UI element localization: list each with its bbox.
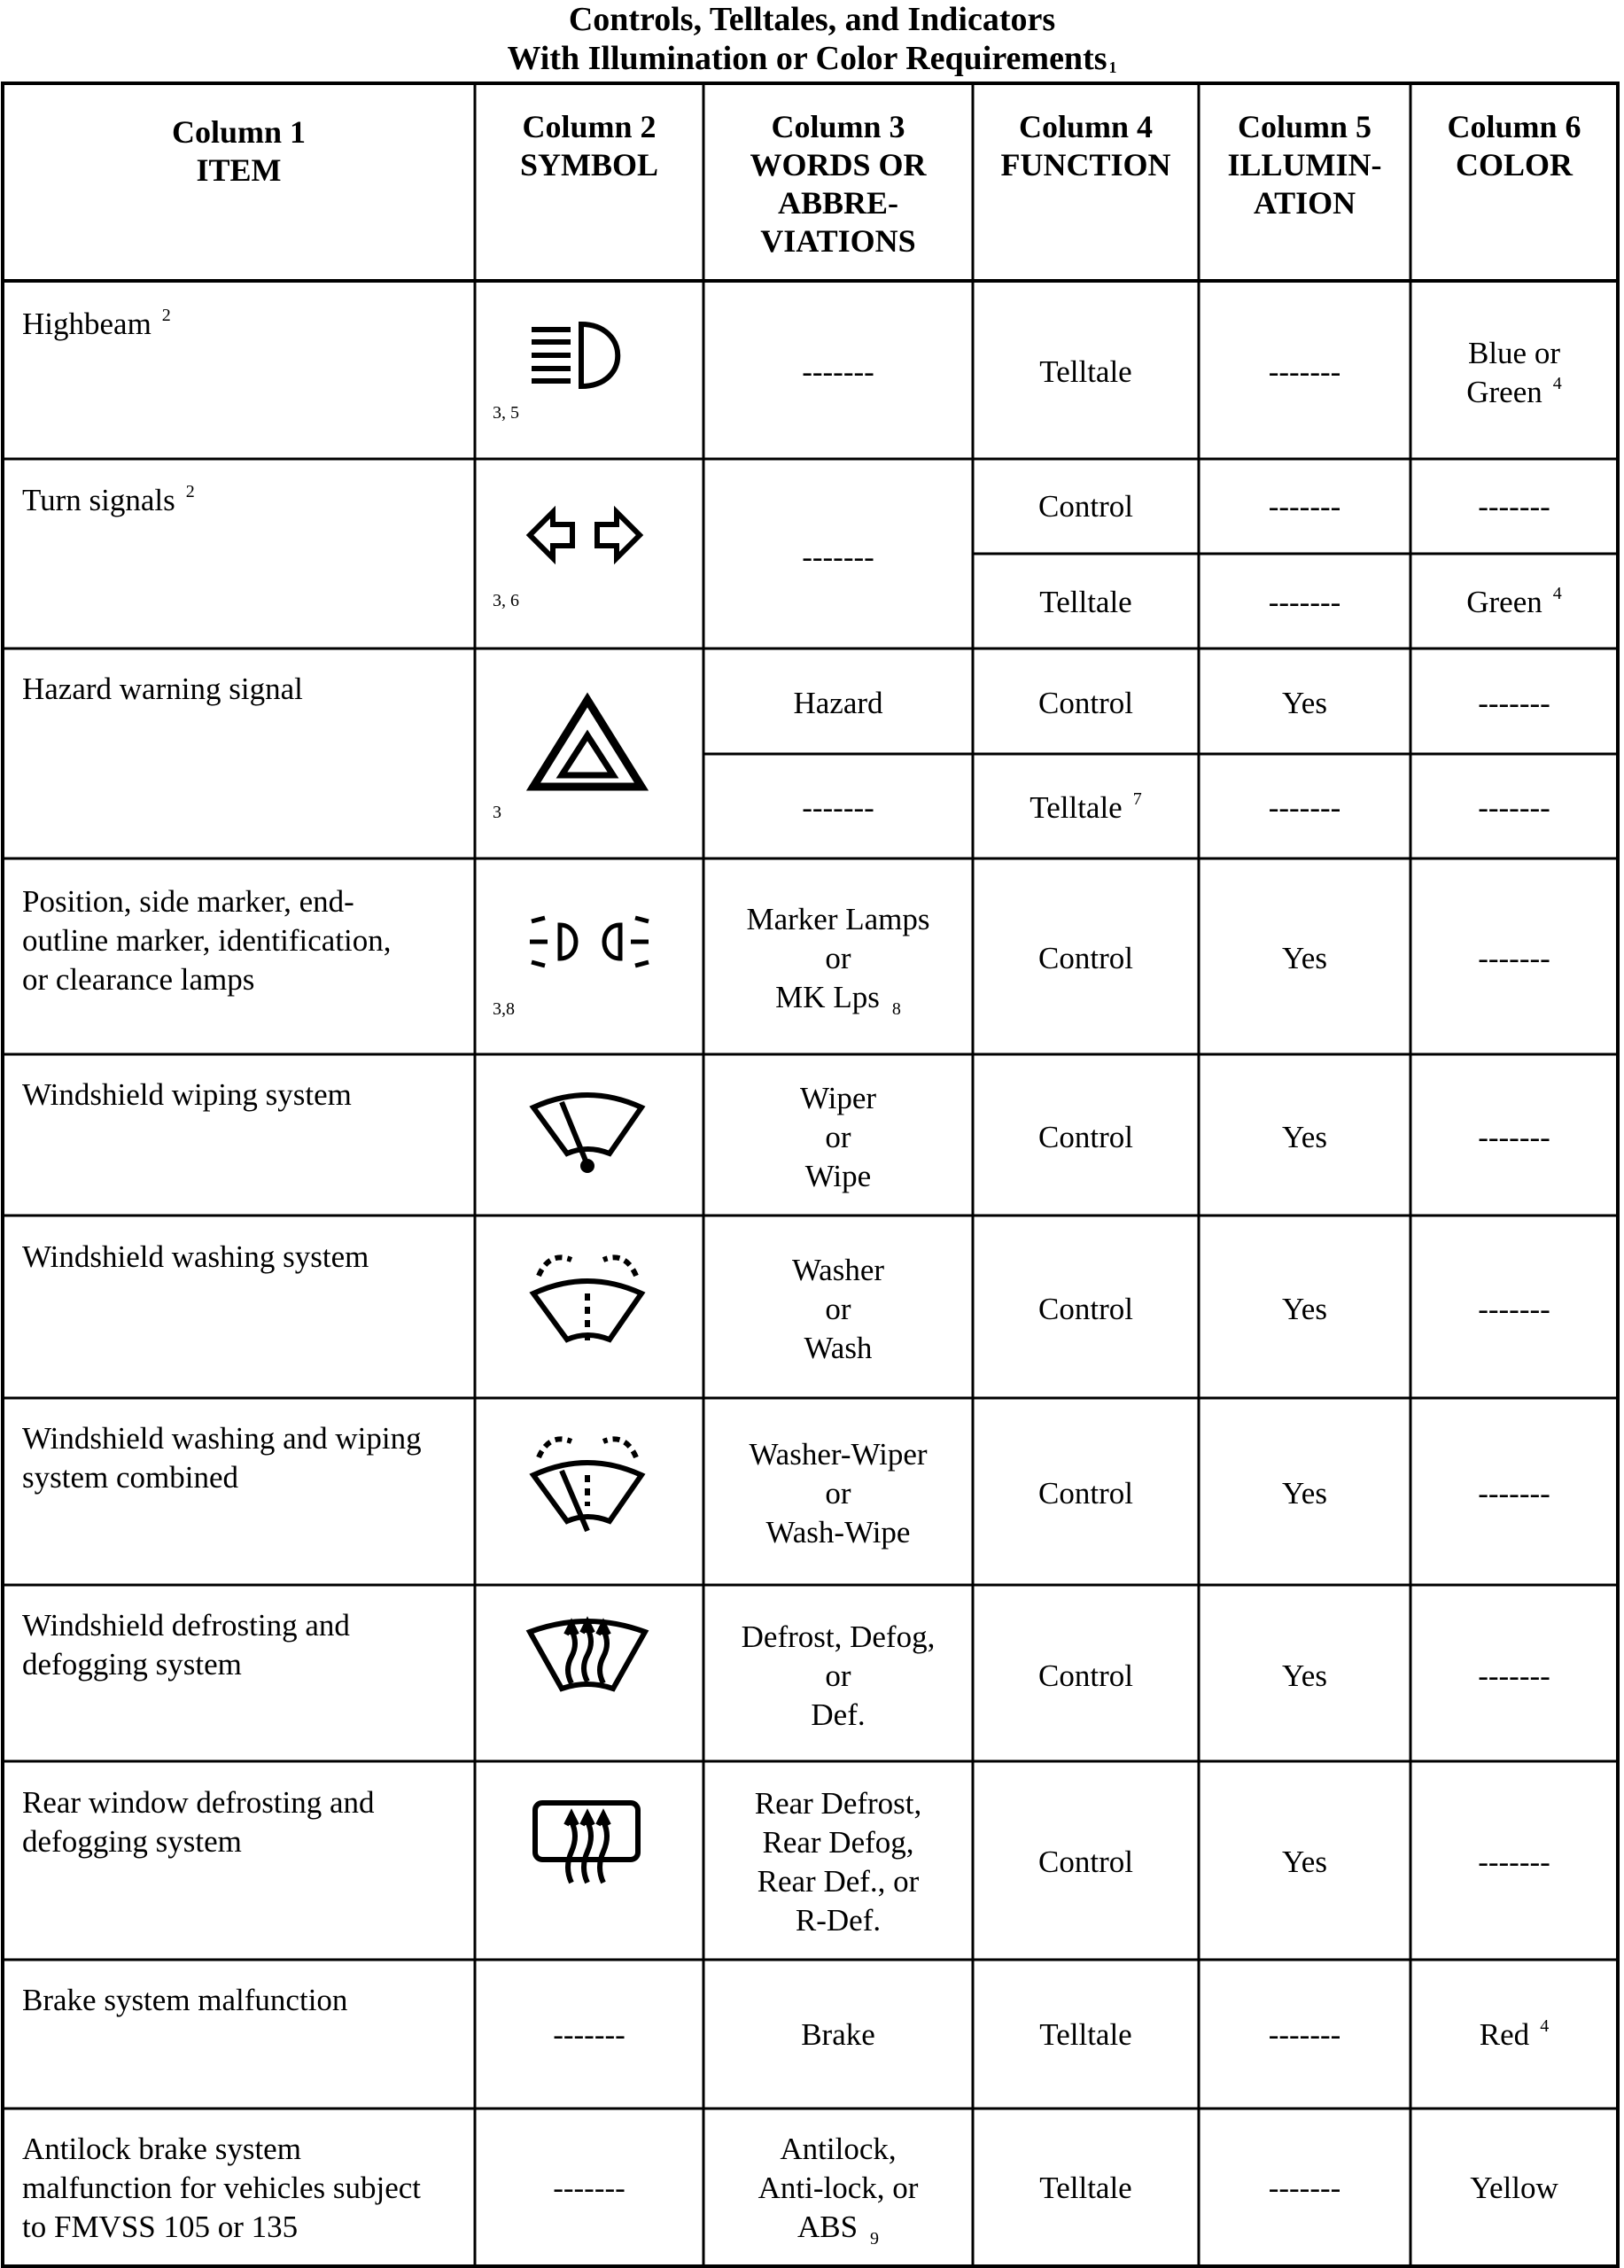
row8-item: Windshield defrosting and defogging system (22, 1608, 350, 1682)
row9-item: Rear window defrosting and defogging system (22, 1785, 375, 1859)
turn-signal-arrows-icon (530, 512, 640, 558)
row4-color: ------- (1478, 941, 1550, 975)
row10-color-footnote: 4 (1540, 2016, 1550, 2036)
row7-words: Washer-Wiper or Wash-Wipe (749, 1437, 928, 1550)
row5-illumination: Yes (1282, 1120, 1327, 1154)
row10-color (1410, 2016, 1618, 2054)
row6-item: Windshield washing system (22, 1239, 369, 1274)
row1-color-footnote: 4 (1552, 374, 1562, 393)
highbeam-icon (532, 324, 618, 386)
row10-color-text: Red (1479, 2017, 1530, 2052)
row2b-illumination: ------- (1268, 585, 1341, 619)
row1-illumination: ------- (1268, 354, 1341, 389)
row3-symbol-note: 3 (493, 803, 501, 822)
row9-color: ------- (1478, 1845, 1550, 1879)
row6-words: Washer or Wash (791, 1253, 885, 1365)
row10-item: Brake system malfunction (22, 1983, 348, 2017)
row6-color: ------- (1478, 1292, 1550, 1326)
title-line-2-text: With Illumination or Color Requirements (507, 40, 1107, 77)
row11-words (703, 2130, 973, 2251)
row11-words-footnote: 9 (870, 2229, 880, 2249)
row8-color: ------- (1478, 1658, 1550, 1693)
row2b-function: Telltale (1039, 585, 1132, 619)
row7-illumination: Yes (1282, 1476, 1327, 1511)
row2-item (22, 481, 195, 520)
header-col6-color: Column 6 COLOR (1447, 109, 1581, 183)
row6-illumination: Yes (1282, 1292, 1327, 1326)
row3a-color: ------- (1478, 686, 1550, 720)
row1-words: ------- (802, 354, 874, 389)
row4-words-footnote: 8 (891, 999, 901, 1019)
row1-color (1410, 334, 1618, 412)
washer-icon (533, 1257, 641, 1347)
row3b-illumination: ------- (1268, 790, 1341, 825)
row11-illumination: ------- (1268, 2171, 1341, 2205)
row3b-function (973, 788, 1199, 827)
row11-function: Telltale (1039, 2171, 1132, 2205)
row7-item: Windshield washing and wiping system combined (22, 1421, 422, 1495)
row7-color: ------- (1478, 1476, 1550, 1511)
row2b-color (1410, 583, 1618, 622)
title-footnote: 1 (1108, 58, 1117, 76)
row2b-color-text: Green (1466, 585, 1542, 619)
row3b-words: ------- (802, 790, 874, 825)
row2a-color: ------- (1478, 489, 1550, 524)
row2-words: ------- (802, 540, 874, 574)
row3b-function-footnote: 7 (1132, 789, 1142, 809)
row8-illumination: Yes (1282, 1658, 1327, 1693)
row3a-function: Control (1038, 686, 1133, 720)
row2a-function: Control (1038, 489, 1133, 524)
row2-symbol-note: 3, 6 (493, 591, 519, 610)
hazard-triangle-icon (533, 700, 641, 787)
row1-function: Telltale (1039, 354, 1132, 389)
row10-words: Brake (801, 2017, 875, 2052)
row2b-color-footnote: 4 (1552, 584, 1562, 603)
rear-defrost-icon (535, 1803, 638, 1883)
row1-color-text: Blue or Green (1466, 336, 1560, 409)
row1-item (22, 305, 171, 344)
marker-lamps-icon (530, 918, 649, 966)
row2a-illumination: ------- (1268, 489, 1341, 524)
row2-item-text: Turn signals (22, 483, 175, 517)
title-line-1: Controls, Telltales, and Indicators (568, 1, 1056, 38)
row5-item: Windshield wiping system (22, 1077, 352, 1112)
row6-function: Control (1038, 1292, 1133, 1326)
header-col5-illumination: Column 5 ILLUMIN- ATION (1227, 109, 1382, 221)
row5-function: Control (1038, 1120, 1133, 1154)
row11-color: Yellow (1470, 2171, 1558, 2205)
row9-words: Rear Defrost, Rear Defog, Rear Def., or R-Def. (754, 1786, 922, 1938)
row11-item: Antilock brake system malfunction for vehicles subject to FMVSS 105 or 135 (22, 2132, 421, 2244)
row11-symbol: ------- (553, 2171, 626, 2205)
row8-words: Defrost, Defog, or Def. (741, 1619, 936, 1732)
header-col3-words: Column 3 WORDS OR ABBRE- VIATIONS (750, 109, 927, 259)
row10-symbol: ------- (553, 2017, 626, 2052)
header-col4-function: Column 4 FUNCTION (1000, 109, 1171, 183)
row4-item: Position, side marker, end- outline marker, identification, or clearance lamps (22, 884, 392, 997)
row9-function: Control (1038, 1845, 1133, 1879)
row2-item-footnote: 2 (185, 482, 195, 501)
row1-item-text: Highbeam (22, 307, 152, 341)
row10-illumination: ------- (1268, 2017, 1341, 2052)
wiper-icon (533, 1095, 641, 1170)
row9-illumination: Yes (1282, 1845, 1327, 1879)
row3-item: Hazard warning signal (22, 672, 303, 706)
row4-illumination: Yes (1282, 941, 1327, 975)
row11-words-text: Antilock, Anti-lock, or ABS (758, 2132, 919, 2244)
row7-function: Control (1038, 1476, 1133, 1511)
row8-function: Control (1038, 1658, 1133, 1693)
row10-function: Telltale (1039, 2017, 1132, 2052)
row5-words: Wiper or Wipe (799, 1081, 877, 1193)
row4-words (703, 900, 973, 1021)
header-col1-item: Column 1 ITEM (171, 114, 307, 188)
row3b-color: ------- (1478, 790, 1550, 825)
windshield-defrost-icon (530, 1621, 645, 1689)
row3b-function-text: Telltale (1030, 790, 1123, 825)
row3a-illumination: Yes (1282, 686, 1327, 720)
row4-function: Control (1038, 941, 1133, 975)
row5-color: ------- (1478, 1120, 1550, 1154)
row1-item-footnote: 2 (161, 306, 171, 325)
row3a-words: Hazard (793, 686, 883, 720)
washer-wiper-icon (533, 1439, 641, 1531)
row1-symbol-note: 3, 5 (493, 403, 519, 423)
row4-words-text: Marker Lamps or MK Lps (746, 902, 930, 1014)
row4-symbol-note: 3,8 (493, 999, 515, 1019)
header-col2-symbol: Column 2 SYMBOL (519, 109, 659, 183)
